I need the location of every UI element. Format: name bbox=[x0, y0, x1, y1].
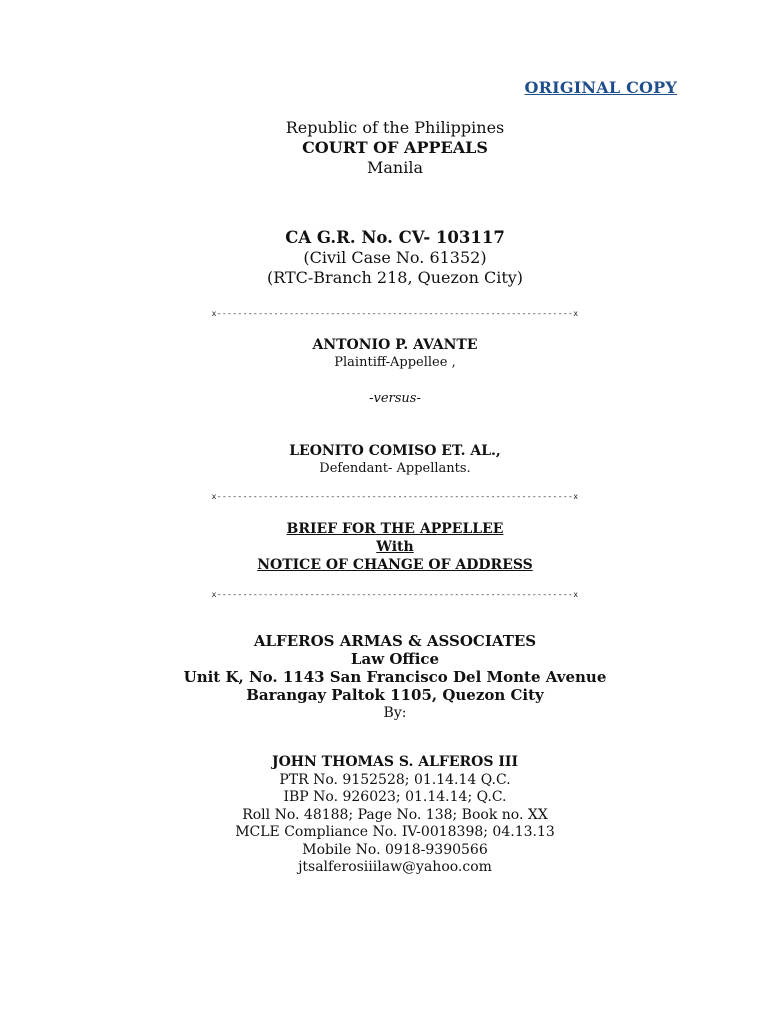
firm-address-line-2: Barangay Paltok 1105, Quezon City bbox=[246, 686, 544, 704]
firm-type: Law Office bbox=[350, 650, 440, 668]
civil-case-number: (Civil Case No. 61352) bbox=[303, 248, 487, 267]
defendant-name: LEONITO COMISO ET. AL., bbox=[289, 443, 501, 459]
by-label: By: bbox=[383, 705, 407, 721]
court-name: COURT OF APPEALS bbox=[302, 138, 488, 157]
case-info bbox=[0, 228, 768, 288]
ptr-number: PTR No. 9152528; 01.14.14 Q.C. bbox=[279, 771, 511, 788]
court-header bbox=[0, 118, 768, 178]
republic-line: Republic of the Philippines bbox=[285, 118, 505, 137]
title-line-3: NOTICE OF CHANGE OF ADDRESS bbox=[257, 557, 533, 573]
counsel-block bbox=[0, 754, 768, 877]
ibp-number: IBP No. 926023; 01.14.14; Q.C. bbox=[283, 789, 507, 805]
mcle-compliance: MCLE Compliance No. IV-0018398; 04.13.13 bbox=[235, 824, 555, 840]
email-address: jtsalferosiiilaw@yahoo.com bbox=[298, 859, 492, 875]
defendant-block bbox=[0, 442, 768, 478]
original-copy-label: ORIGINAL COPY bbox=[524, 78, 677, 97]
firm-name: ALFEROS ARMAS & ASSOCIATES bbox=[253, 632, 537, 650]
plaintiff-role: Plaintiff-Appellee , bbox=[334, 355, 456, 370]
law-firm-block bbox=[0, 632, 768, 722]
court-city: Manila bbox=[367, 158, 423, 177]
counsel-name: JOHN THOMAS S. ALFEROS III bbox=[271, 754, 519, 770]
plaintiff-block bbox=[0, 336, 768, 408]
plaintiff-name: ANTONIO P. AVANTE bbox=[312, 337, 478, 353]
separator-line: x---------------------------------------------------------------------x bbox=[211, 309, 579, 318]
separator-line: x---------------------------------------------------------------------x bbox=[211, 590, 579, 599]
roll-number: Roll No. 48188; Page No. 138; Book no. XX bbox=[242, 806, 548, 823]
title-line-2: With bbox=[376, 539, 414, 555]
separator-line: x---------------------------------------------------------------------x bbox=[211, 492, 579, 501]
case-number: CA G.R. No. CV- 103117 bbox=[285, 228, 505, 247]
defendant-role: Defendant- Appellants. bbox=[319, 461, 471, 476]
rtc-branch: (RTC-Branch 218, Quezon City) bbox=[266, 268, 524, 287]
document-title bbox=[0, 520, 768, 574]
versus-label: -versus- bbox=[369, 391, 421, 406]
title-line-1: BRIEF FOR THE APPELLEE bbox=[286, 521, 504, 537]
firm-address-line-1: Unit K, No. 1143 San Francisco Del Monte Avenue bbox=[183, 668, 607, 686]
mobile-number: Mobile No. 0918-9390566 bbox=[302, 841, 488, 858]
